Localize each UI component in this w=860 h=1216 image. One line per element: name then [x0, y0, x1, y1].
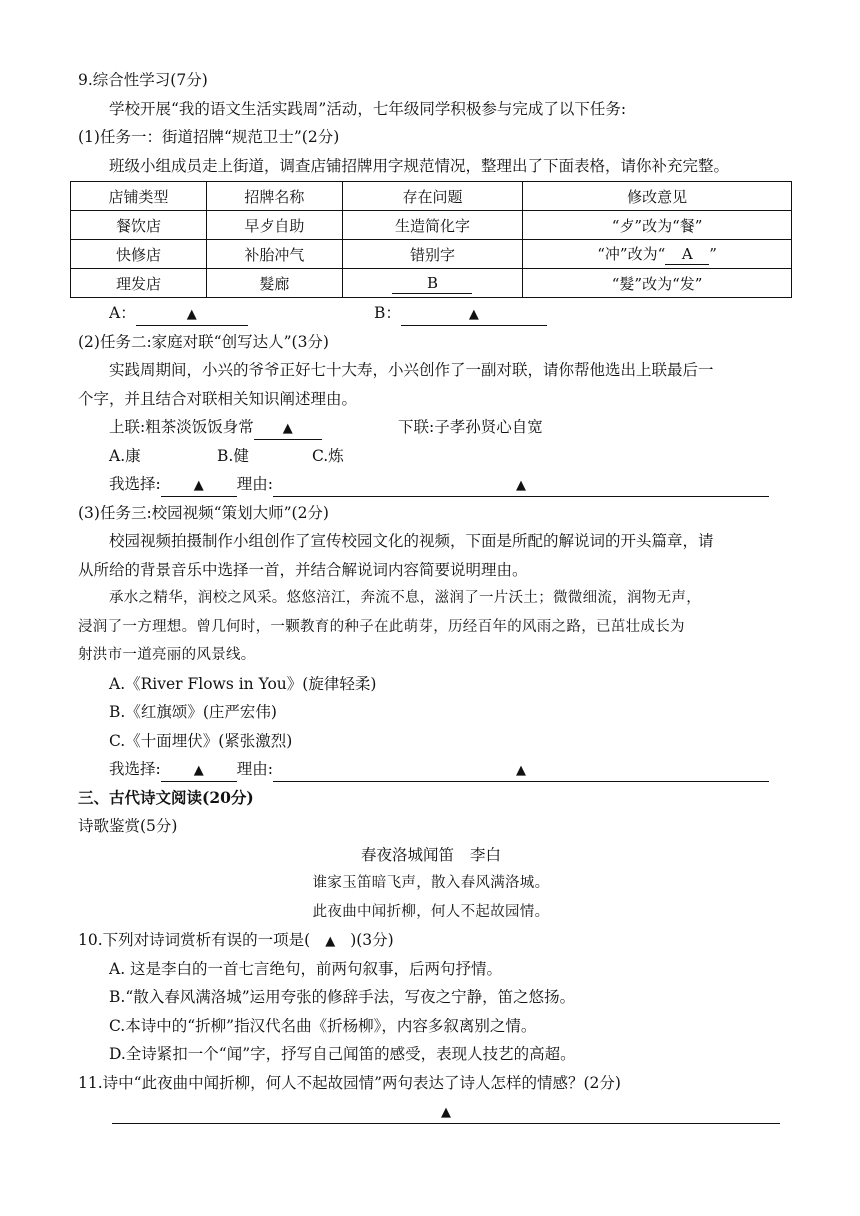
q10-option-c: C.本诗中的“折柳”指汉代名曲《折杨柳》，内容多叙离别之情。 — [109, 1016, 537, 1035]
q10-stem-prefix: 10.下列对诗词赏析有误的一项是( — [78, 931, 311, 949]
q9-intro: 学校开展“我的语文生活实践周”活动，七年级同学积极参与完成了以下任务: — [109, 99, 627, 118]
choose-blank[interactable]: ▲ — [161, 761, 237, 782]
reason-label: 理由: — [236, 760, 273, 778]
blank-a[interactable]: A — [665, 244, 709, 265]
choose-label: 我选择: — [109, 760, 161, 778]
table-cell: 补胎冲气 — [206, 240, 342, 269]
option-b: B.健 — [217, 446, 249, 465]
couplet-upper: 上联:粗茶淡饭饭身常 — [109, 418, 254, 436]
answer-b-wrap — [374, 299, 547, 328]
table-cell: 错别字 — [342, 240, 522, 269]
table-header-cell: 修改意见 — [523, 182, 792, 211]
exam-page — [78, 66, 784, 1126]
option-a: A.康 — [109, 446, 141, 465]
task2-desc-1: 实践周期间，小兴的爷爷正好七十大寿，小兴创作了一副对联，请你帮他选出上联最后一 — [109, 361, 714, 379]
poem-line-1: 谁家玉笛暗飞声，散入春风满洛城。 — [312, 875, 550, 891]
section-3-title: 三、古代诗文阅读(20分) — [78, 787, 254, 807]
table-cell: 餐饮店 — [71, 211, 207, 240]
couplet-options — [78, 442, 784, 471]
poem-heading — [78, 841, 784, 870]
fix-prefix: “冲”改为“ — [597, 245, 666, 263]
table-row — [71, 240, 792, 269]
music-option-c: C.《十面埋伏》(紧张激烈) — [109, 731, 293, 750]
passage-line-1: 承水之精华，润校之风采。悠悠涪江，奔流不息，滋润了一片沃土；微微细流，润物无声， — [109, 590, 701, 606]
task3-desc-1: 校园视频拍摄制作小组创作了宣传校园文化的视频，下面是所配的解说词的开头篇章，请 — [109, 532, 714, 550]
couplet-line — [78, 413, 784, 442]
q11-stem: 11.诗中“此夜曲中闻折柳，何人不起故园情”两句表达了诗人怎样的情感？(2分) — [78, 1073, 621, 1092]
couplet-lower: 下联:子孝孙贤心自宽 — [398, 418, 543, 436]
q11-answer-line — [78, 1097, 784, 1126]
table-header-cell: 招牌名称 — [206, 182, 342, 211]
task3-title: (3)任务三:校园视频“策划大师”(2分) — [78, 503, 329, 522]
task2-answer-line — [78, 470, 784, 499]
fix-suffix: ” — [709, 245, 717, 263]
signboard-table — [70, 181, 792, 298]
table-row — [71, 269, 792, 298]
answer-a-label: A： — [109, 304, 136, 322]
choose-label: 我选择: — [109, 475, 161, 493]
music-option-b: B.《红旗颂》(庄严宏伟) — [109, 703, 277, 721]
task1-desc: 班级小组成员走上街道，调查店铺招牌用字规范情况，整理出了下面表格，请你补充完整。 — [109, 156, 730, 175]
blank-b[interactable]: B — [392, 273, 472, 294]
poem-author: 李白 — [470, 845, 502, 864]
task3-desc-2: 从所给的背景音乐中选择一首，并结合解说词内容简要说明理由。 — [78, 560, 528, 579]
table-cell: 快修店 — [71, 240, 207, 269]
answer-b-label: B： — [374, 304, 401, 322]
table-cell: 髮廊 — [206, 269, 342, 298]
q11-answer-blank[interactable]: ▲ — [112, 1103, 780, 1124]
table-header-cell: 存在问题 — [342, 182, 522, 211]
table-cell: “歺”改为“餐” — [523, 211, 792, 240]
table-cell: 理发店 — [71, 269, 207, 298]
answer-a-blank[interactable]: ▲ — [136, 305, 248, 326]
passage-line-2: 浸润了一方理想。曾几何时，一颗教育的种子在此萌芽，历经百年的风雨之路，已茁壮成长为 — [78, 618, 685, 635]
task2-desc-2: 个字，并且结合对联相关知识阐述理由。 — [78, 389, 358, 408]
task3-answer-line — [78, 755, 784, 784]
task1-title: (1)任务一：街道招牌“规范卫士”(2分) — [78, 128, 340, 146]
poem-title: 春夜洛城闻笛 — [360, 845, 454, 864]
music-option-a: A.《River Flows in You》(旋律轻柔) — [109, 674, 377, 693]
couplet-blank[interactable]: ▲ — [254, 419, 322, 440]
q10-answer-marker[interactable]: ▲ — [325, 934, 336, 949]
table-header-cell: 店铺类型 — [71, 182, 207, 211]
q10-option-b: B.“散入春风满洛城”运用夸张的修辞手法，写夜之宁静，笛之悠扬。 — [109, 988, 576, 1006]
answer-ab-line — [78, 299, 784, 328]
q10-option-a: A. 这是李白的一首七言绝句，前两句叙事，后两句抒情。 — [109, 959, 503, 978]
reason-label: 理由: — [236, 475, 273, 493]
table-cell: 生造简化字 — [342, 211, 522, 240]
reason-blank[interactable]: ▲ — [273, 476, 769, 497]
table-cell — [342, 269, 522, 298]
choose-blank[interactable]: ▲ — [161, 476, 237, 497]
poem-line-2: 此夜曲中闻折柳，何人不起故园情。 — [312, 903, 550, 920]
poetry-subtitle: 诗歌鉴赏(5分) — [78, 817, 178, 835]
table-header-row — [71, 182, 792, 211]
q10-stem — [78, 926, 784, 955]
table-cell: “髮”改为“发” — [523, 269, 792, 298]
table-cell — [523, 240, 792, 269]
task2-title: (2)任务二:家庭对联“创写达人”(3分) — [78, 332, 329, 351]
passage-line-3: 射洪市一道亮丽的风景线。 — [78, 647, 256, 663]
q9-title: 9.综合性学习(7分) — [78, 71, 208, 89]
q10-option-d: D.全诗紧扣一个“闻”字，抒写自己闻笛的感受，表现人技艺的高超。 — [109, 1045, 576, 1063]
reason-blank[interactable]: ▲ — [273, 761, 769, 782]
answer-b-blank[interactable]: ▲ — [401, 305, 547, 326]
q10-stem-suffix: )(3分) — [350, 931, 394, 949]
option-c: C.炼 — [312, 446, 344, 465]
table-row — [71, 211, 792, 240]
table-cell: 早歺自助 — [206, 211, 342, 240]
